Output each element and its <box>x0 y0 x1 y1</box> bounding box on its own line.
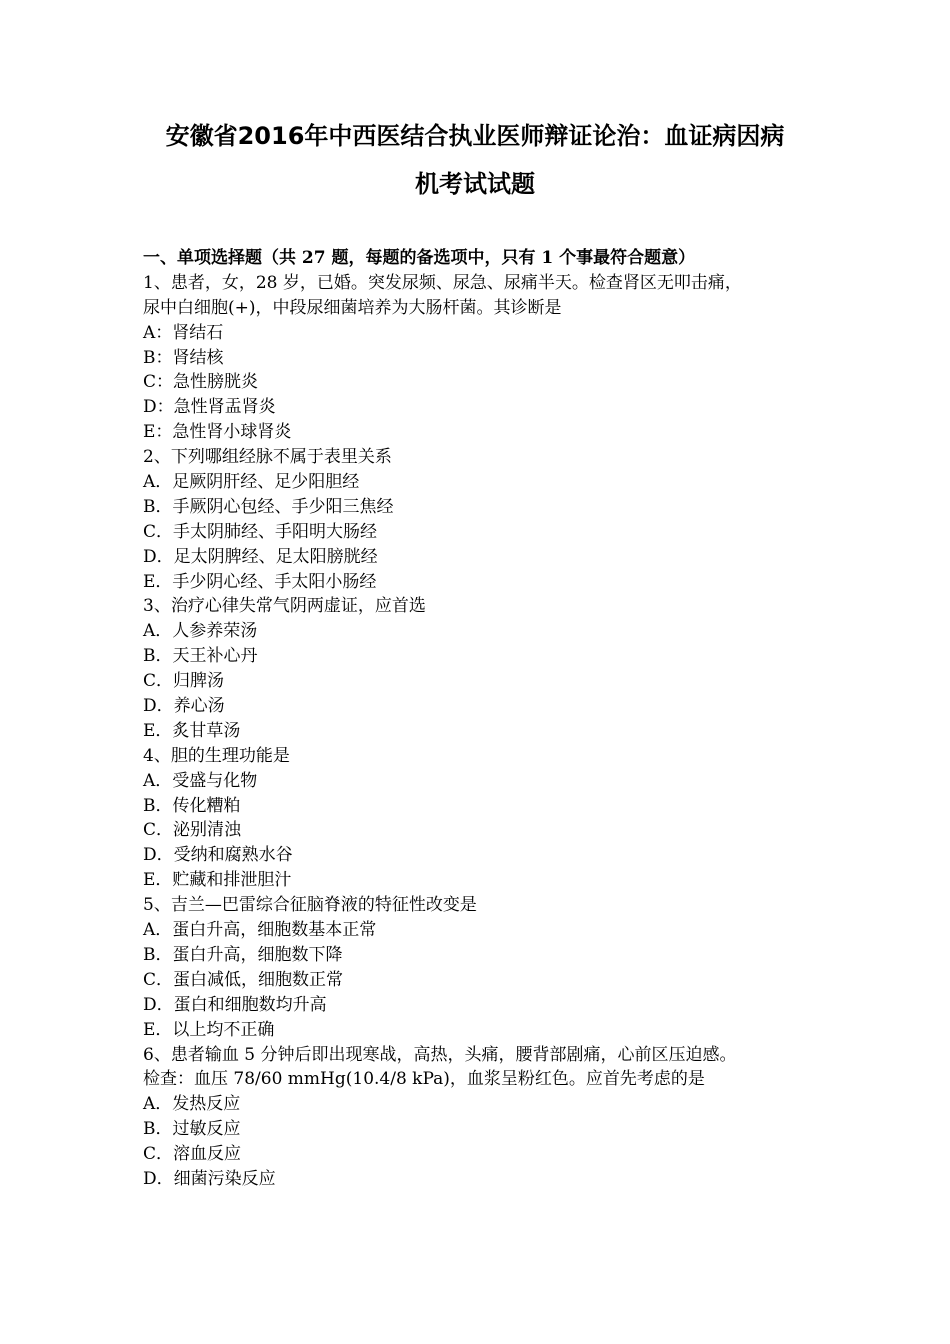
question-stem: 1、患者，女，28 岁，已婚。突发尿频、尿急、尿痛半天。检查肾区无叩击痛， <box>143 272 742 293</box>
option-d: D．足太阴脾经、足太阳膀胱经 <box>143 546 378 567</box>
question-stem: 检查：血压 78/60 mmHg(10.4/8 kPa)，血浆呈粉红色。应首先考虑的是 <box>143 1069 705 1090</box>
option-b: B：肾结核 <box>143 347 224 368</box>
question-stem: 4、胆的生理功能是 <box>143 745 290 766</box>
option-d: D：急性肾盂肾炎 <box>143 397 276 418</box>
option-a: A．足厥阴肝经、足少阳胆经 <box>143 472 360 493</box>
question-5 <box>143 893 823 1042</box>
option-e: E：急性肾小球肾炎 <box>143 422 292 443</box>
question-3 <box>143 594 823 743</box>
question-1 <box>143 271 823 445</box>
option-c: C：急性膀胱炎 <box>143 372 259 393</box>
question-stem: 6、患者输血 5 分钟后即出现寒战，高热，头痛，腰背部剧痛，心前区压迫感。 <box>143 1044 737 1065</box>
option-d: D．养心汤 <box>143 696 225 717</box>
option-b: B．过敏反应 <box>143 1119 241 1140</box>
option-e: E．贮藏和排泄胆汁 <box>143 870 292 891</box>
option-b: B．天王补心丹 <box>143 646 258 667</box>
option-a: A．蛋白升高，细胞数基本正常 <box>143 920 377 941</box>
option-a: A．受盛与化物 <box>143 770 258 791</box>
question-stem: 2、下列哪组经脉不属于表里关系 <box>143 447 392 468</box>
option-b: B．手厥阴心包经、手少阳三焦经 <box>143 496 394 517</box>
section-heading: 一、单项选择题（共 27 题，每题的备选项中，只有 1 个事最符合题意） <box>143 248 696 268</box>
document-title <box>120 112 830 208</box>
question-4 <box>143 744 823 893</box>
question-stem: 5、吉兰—巴雷综合征脑脊液的特征性改变是 <box>143 895 477 916</box>
title-line-1: 安徽省2016年中西医结合执业医师辩证论治：血证病因病 <box>165 122 785 150</box>
question-stem: 3、治疗心律失常气阴两虚证，应首选 <box>143 596 426 617</box>
option-d: D．受纳和腐熟水谷 <box>143 845 293 866</box>
option-c: C．归脾汤 <box>143 671 225 692</box>
option-a: A．发热反应 <box>143 1094 241 1115</box>
option-d: D．蛋白和细胞数均升高 <box>143 994 327 1015</box>
exam-content <box>143 246 823 1192</box>
option-b: B．传化糟粕 <box>143 795 241 816</box>
question-6 <box>143 1043 823 1192</box>
option-e: E．手少阴心经、手太阳小肠经 <box>143 571 377 592</box>
option-e: E．以上均不正确 <box>143 1019 275 1040</box>
option-c: C．蛋白减低，细胞数正常 <box>143 969 344 990</box>
option-c: C．溶血反应 <box>143 1144 242 1165</box>
question-2 <box>143 445 823 594</box>
option-b: B．蛋白升高，细胞数下降 <box>143 944 343 965</box>
option-a: A．人参养荣汤 <box>143 621 258 642</box>
title-line-2: 机考试试题 <box>415 170 535 198</box>
option-a: A：肾结石 <box>143 322 224 343</box>
option-d: D．细菌污染反应 <box>143 1168 276 1189</box>
option-c: C．泌别清浊 <box>143 820 242 841</box>
question-stem: 尿中白细胞(+)，中段尿细菌培养为大肠杆菌。其诊断是 <box>143 297 562 318</box>
option-c: C．手太阴肺经、手阳明大肠经 <box>143 521 378 542</box>
option-e: E．炙甘草汤 <box>143 720 241 741</box>
